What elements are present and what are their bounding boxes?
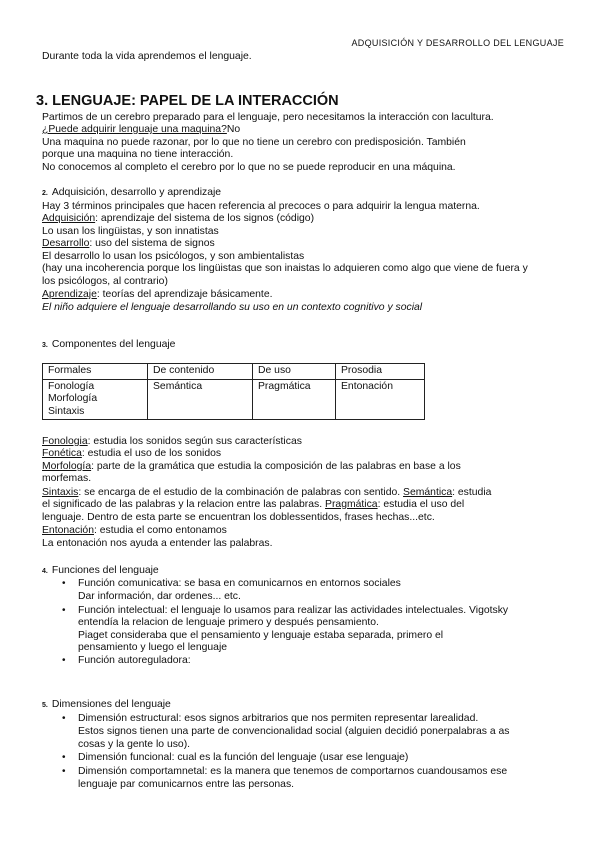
term-fonologia: Fonologia: estudia los sonidos según sus características [42, 436, 302, 447]
term-adquisicion: Adquisición: aprendizaje del sistema de los signos (código) [42, 213, 315, 224]
s3-line: La entonación nos ayuda a entender las palabras. [42, 538, 273, 549]
s2-line: Hay 3 términos principales que hacen referencia al precoces o para adquirir la lengua materna. [42, 201, 480, 212]
list-item-cont: cosas y la gente lo uso). [78, 739, 191, 750]
list-item-cont: Piaget consideraba que el pensamiento y lenguaje estaba separada, primero el [78, 630, 444, 641]
list-item: Función comunicativa: se basa en comunicarnos en entornos sociales [78, 578, 401, 589]
bullet-icon: • [62, 655, 66, 666]
term-fonetica: Fonética: estudia el uso de los sonidos [42, 448, 222, 459]
question-text: ¿Puede adquirir lenguaje una maquina? [42, 124, 227, 135]
question-answer: No [226, 124, 241, 135]
s2-line: (hay una incoherencia porque los lingüistas que son inaistas lo adquieren como algo que viene de fuera y [42, 263, 528, 274]
s2-line: los psicólogos, al contrario) [42, 276, 168, 287]
list-item: Dimensión comportamnetal: es la manera que tenemos de comportarnos cuandousamos ese [78, 766, 508, 777]
list-item-cont: pensamiento y luego el lenguaje [78, 642, 228, 653]
table-cell: Pragmática [253, 379, 336, 420]
components-table [42, 363, 425, 420]
list-item-cont: Dar información, dar ordenes... etc. [78, 591, 241, 602]
table-header-cell: Formales [43, 364, 148, 380]
table-row [43, 379, 425, 420]
bullet-icon: • [62, 752, 66, 763]
list-item-cont: Estos signos tienen una parte de convencionalidad social (alguien decidió ponerpalabras a as [78, 726, 510, 737]
list-item-cont: entendía la relacion de lenguaje primero y después pensamiento. [78, 617, 379, 628]
s2-italic-line: El niño adquiere el lenguaje desarrollando su uso en un contexto cognitivo y social [42, 302, 423, 313]
term-entonacion: Entonación: estudia el como entonamos [42, 525, 227, 536]
p1-question [42, 124, 240, 137]
running-header: ADQUISICIÓN Y DESARROLLO DEL LENGUAJE [351, 38, 564, 48]
table-cell: Entonación [336, 379, 425, 420]
table-cell-formales: Fonología Morfología Sintaxis [43, 379, 148, 420]
list-item: Función autoreguladora: [78, 655, 191, 666]
p1-line: Una maquina no puede razonar, por lo que no tiene un cerebro con predisposición. También [42, 137, 466, 148]
subsection-heading-4: 4. Funciones del lenguaje [42, 565, 159, 576]
table-header-cell: De uso [253, 364, 336, 380]
term-aprendizaje: Aprendizaje: teorías del aprendizaje básicamente. [42, 289, 273, 300]
s2-line: El desarrollo lo usan los psicólogos, y son ambientalistas [42, 251, 305, 262]
s3-line: morfemas. [42, 473, 92, 484]
bullet-icon: • [62, 766, 66, 777]
list-item-cont: lenguaje par comunicarnos entre las personas. [78, 779, 295, 790]
term-desarrollo: Desarrollo: uso del sistema de signos [42, 238, 215, 249]
s2-line: Lo usan los lingüistas, y son innatistas [42, 226, 219, 237]
subsection-heading-5: 5. Dimensiones del lenguaje [42, 699, 171, 710]
bullet-icon: • [62, 578, 66, 589]
list-item: Función intelectual: el lenguaje lo usamos para realizar las actividades intelectuales. Vigotsky [78, 605, 509, 616]
subsection-heading-2: 2. Adquisición, desarrollo y aprendizaje [42, 187, 222, 198]
list-item: Dimensión estructural: esos signos arbitrarios que nos permiten representar larealidad. [78, 713, 479, 724]
s3-line: lenguaje. Dentro de esta parte se encuentran los doblessentidos, frases hechas...etc. [42, 512, 435, 523]
table-cell: Semántica [148, 379, 253, 420]
bullet-icon: • [62, 605, 66, 616]
term-morfologia: Morfología: parte de la gramática que estudia la composición de las palabras en base a los [42, 461, 461, 472]
intro-text: Durante toda la vida aprendemos el lenguaje. [42, 51, 252, 62]
term-pragmatica: el significado de las palabras y la relacion entre las palabras. Pragmática: estudia el uso del [42, 499, 465, 510]
table-header-cell: De contenido [148, 364, 253, 380]
term-sintaxis: Sintaxis: se encarga de el estudio de la combinación de palabras con sentido. Semántica: estudia [42, 487, 492, 498]
p1-line: Partimos de un cerebro preparado para el lenguaje, pero necesitamos la interacción con lacultura. [42, 112, 494, 123]
p1-line: porque una maquina no tiene interacción. [42, 149, 234, 160]
subsection-heading-3: 3. Componentes del lenguaje [42, 339, 176, 350]
table-header-row [43, 364, 425, 380]
table-header-cell: Prosodia [336, 364, 425, 380]
section-title: 3. LENGUAJE: PAPEL DE LA INTERACCIÓN [36, 93, 339, 109]
p1-line: No conocemos al completo el cerebro por lo que no se puede reproducir en una máquina. [42, 162, 456, 173]
list-item: Dimensión funcional: cual es la función del lenguaje (usar ese lenguaje) [78, 752, 409, 763]
bullet-icon: • [62, 713, 66, 724]
